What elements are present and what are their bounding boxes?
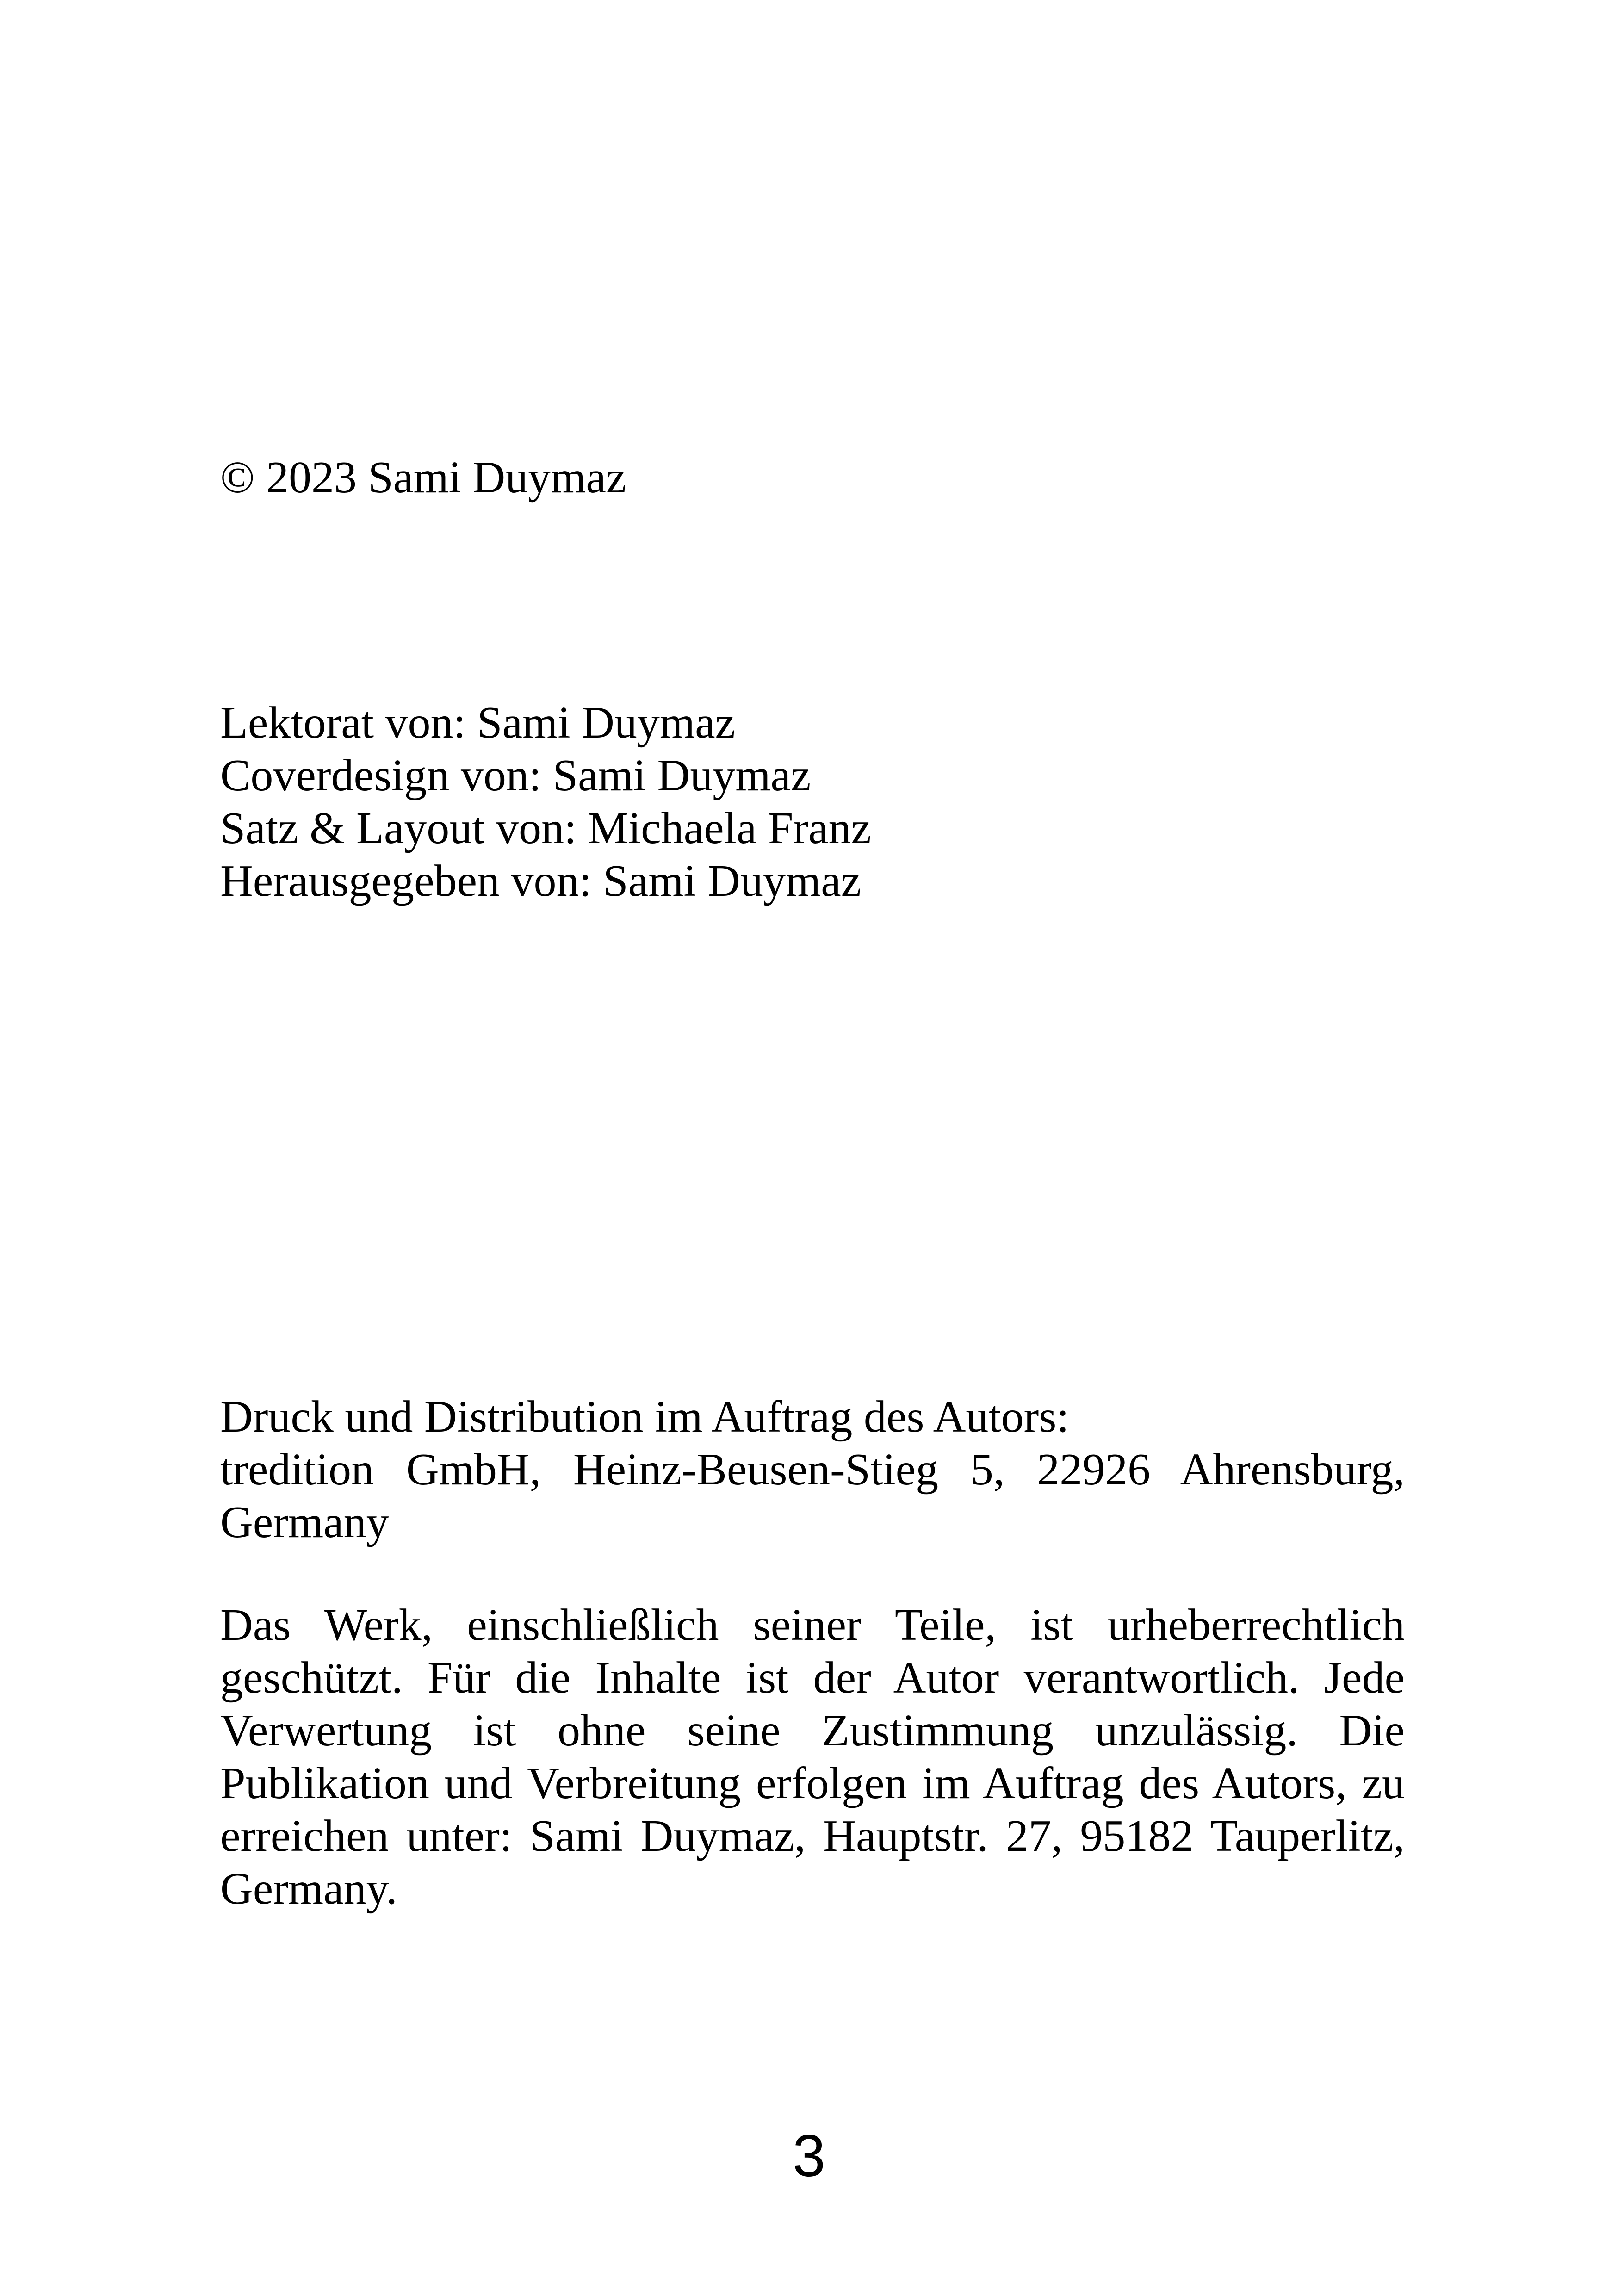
copyright-notice [220, 451, 1405, 504]
legal-notice [220, 1599, 1405, 1915]
legal-notice-text: Das Werk, einschließlich seiner Teile, ist urheberrechtlich geschützt. Für die Inhalte ist der Autor verantwortlich. Jede Verwertung ist ohne seine Zustimmung unzulässig. Die Publikation und Verbreitung erfolgen im Auftrag des Autors, zu erreichen unter: Sami Duymaz, Hauptstr. 27, 95182 Tauperlitz, Germany. [220, 1600, 1405, 1914]
credit-line-editing: Lektorat von: Sami Duymaz [220, 698, 736, 748]
copyright-text: © 2023 Sami Duymaz [220, 453, 626, 503]
credits-list [220, 696, 1405, 907]
print-distribution-info [220, 1390, 1405, 1549]
print-info-address: tredition GmbH, Heinz-Beusen-Stieg 5, 22926 Ahrensburg, Germany [220, 1445, 1405, 1547]
page-number: 3 [792, 2123, 826, 2189]
credit-line-cover-design: Coverdesign von: Sami Duymaz [220, 751, 811, 800]
credit-line-typesetting: Satz & Layout von: Michaela Franz [220, 803, 871, 853]
print-info-heading: Druck und Distribution im Auftrag des Autors: [220, 1392, 1069, 1442]
credit-line-publisher: Herausgegeben von: Sami Duymaz [220, 856, 862, 906]
